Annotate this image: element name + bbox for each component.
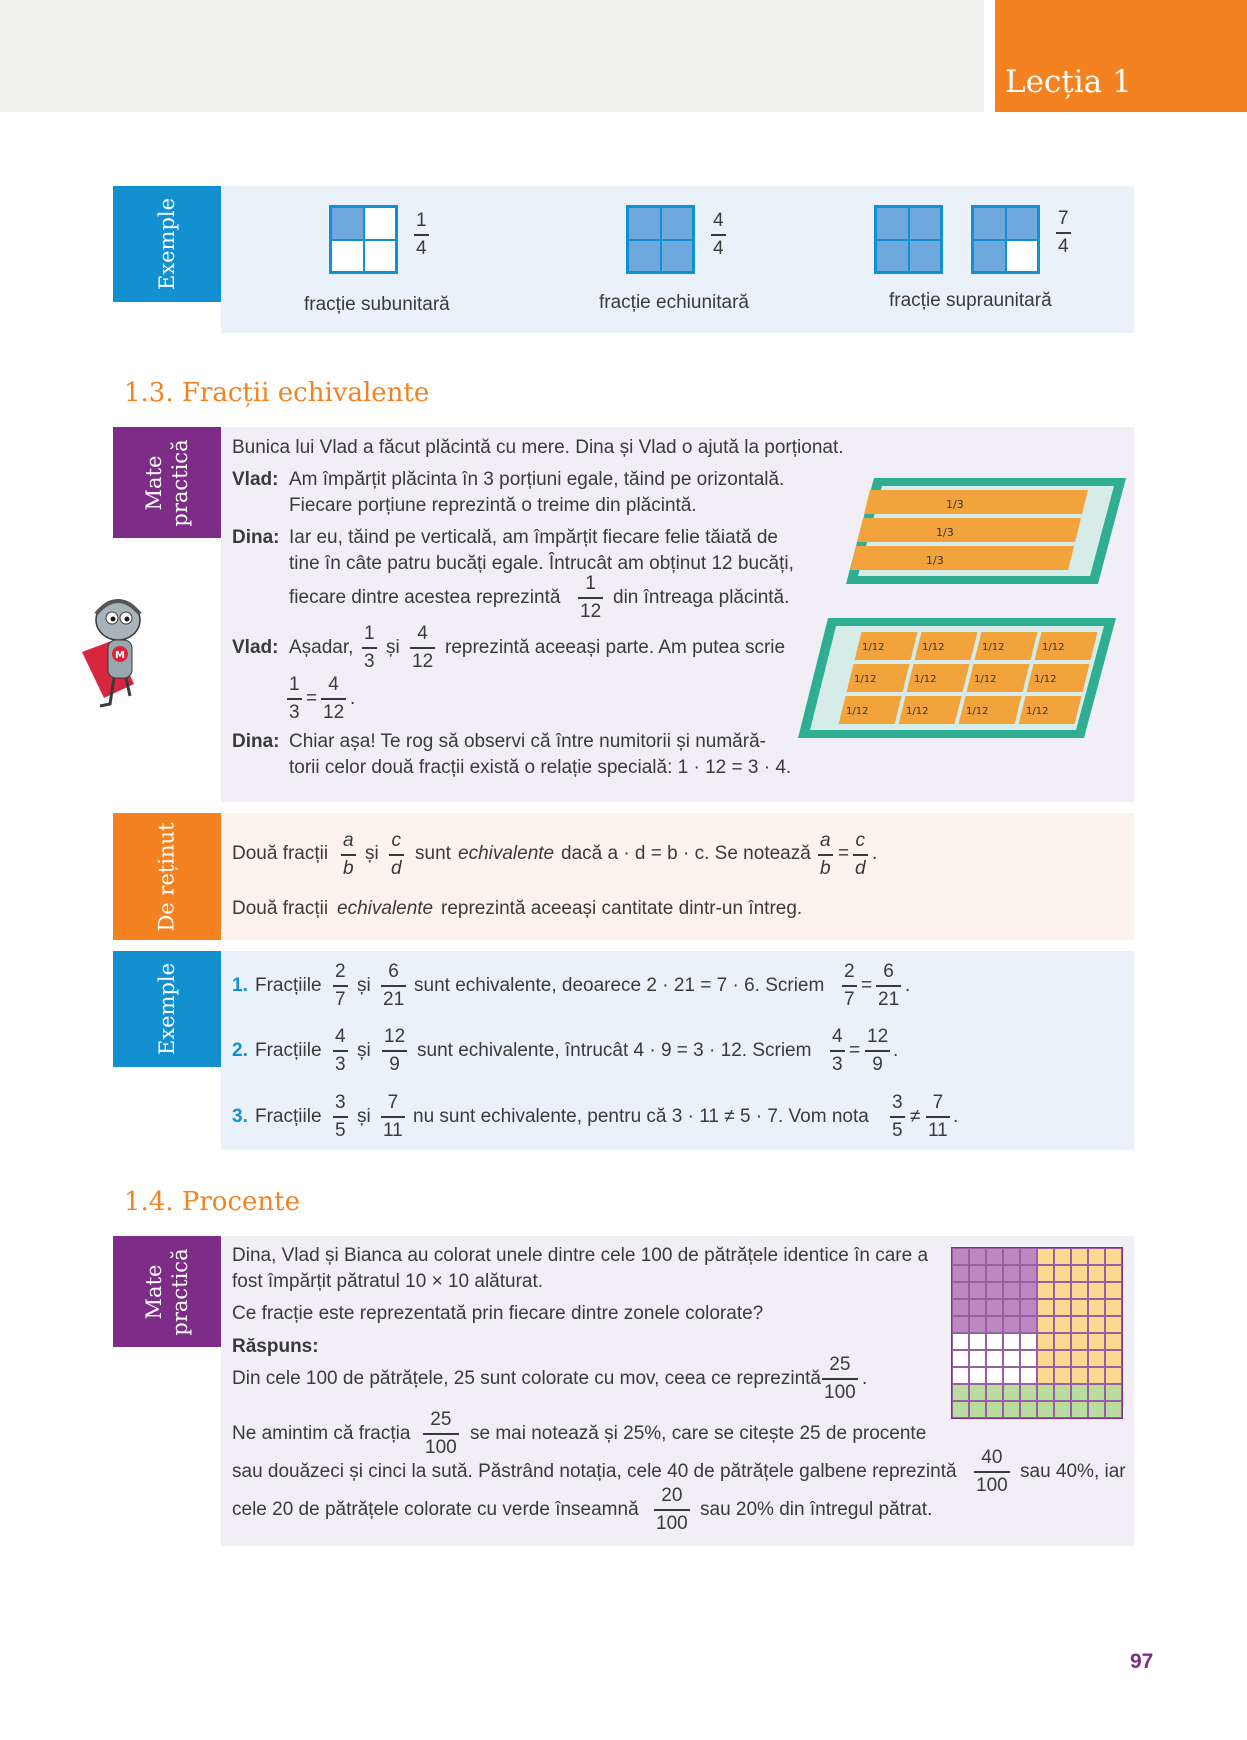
answer-label: Răspuns: <box>232 1336 319 1357</box>
grid-cell <box>952 1350 969 1367</box>
example-2-text-a: Fracțiile <box>255 1040 322 1061</box>
svg-text:1/12: 1/12 <box>914 674 937 685</box>
fraction-20-100: 20 100 <box>656 1485 688 1534</box>
period: . <box>350 688 356 709</box>
vlad2-text: reprezintă aceeași parte. Am putea scrie <box>445 637 786 658</box>
example-2-text-b: sunt echivalente, întrucât 4 · 9 = 3 · 12. Scriem <box>417 1040 812 1061</box>
retinut-l1b: și <box>365 843 379 864</box>
example-1-text-a: Fracțiile <box>255 975 322 996</box>
grid-cell <box>1037 1401 1054 1418</box>
dina2-line-2: torii celor două fracții există o relație specială: 1 · 12 = 3 · 4. <box>289 757 792 778</box>
example-3-fraction-b: 7 11 <box>383 1092 403 1141</box>
svg-text:M: M <box>115 650 125 661</box>
grid-cell <box>969 1248 986 1265</box>
grid-cell <box>1003 1350 1020 1367</box>
mate-practica-label-2: Mate practică <box>113 1236 221 1347</box>
fraction-4-12-eq: 4 12 <box>323 674 345 723</box>
grid-cell <box>969 1299 986 1316</box>
grid-cell <box>1088 1333 1105 1350</box>
example-2-fraction-a: 4 3 <box>335 1026 346 1075</box>
example-1-text-b: sunt echivalente, deoarece 2 · 21 = 7 · 6. Scriem <box>414 975 825 996</box>
grid-cell <box>1088 1248 1105 1265</box>
example-1-equals: = <box>861 975 873 996</box>
section-title-1-4: 1.4. Procente <box>124 1187 300 1217</box>
grid-cell <box>1105 1299 1122 1316</box>
grid-cell <box>1105 1384 1122 1401</box>
example-2-equals: = <box>849 1040 861 1061</box>
example-2-number: 2. <box>232 1040 248 1061</box>
pie-label-third-2: 1/3 <box>936 526 954 539</box>
pie-tray-twelfths <box>796 614 1118 742</box>
fraction-c-d: c d <box>391 830 402 879</box>
procente-p1: Dina, Vlad și Bianca au colorat unele dintre cele 100 de pătrățele identice în care a <box>232 1245 929 1266</box>
example-3-not-equal: ≠ <box>910 1106 921 1127</box>
speaker-dina-1: Dina: <box>232 527 280 548</box>
procente-p4: Din cele 100 de pătrățele, 25 sunt colorate cu mov, ceea ce reprezintă <box>232 1368 821 1389</box>
svg-text:1/12: 1/12 <box>974 674 997 685</box>
example-2-eq-b: 12 9 <box>867 1026 889 1075</box>
example-3-text-a: Fracțiile <box>255 1106 322 1127</box>
grid-cell <box>1054 1333 1071 1350</box>
grid-cell <box>1105 1316 1122 1333</box>
grid-cell <box>1037 1384 1054 1401</box>
example-1-fraction-b: 6 21 <box>383 961 405 1010</box>
grid-cell <box>1020 1299 1037 1316</box>
grid-cell <box>1003 1316 1020 1333</box>
example-3-neq-b: 7 11 <box>928 1092 948 1141</box>
grid-cell <box>1003 1282 1020 1299</box>
grid-cell <box>969 1282 986 1299</box>
example-2-fraction-b: 12 9 <box>384 1026 406 1075</box>
procente-p7b: sau 20% din întregul pătrat. <box>700 1499 933 1520</box>
procente-p4-period: . <box>862 1368 868 1389</box>
example-3-text-b: nu sunt echivalente, pentru că 3 · 11 ≠ 5 · 7. Vom nota <box>413 1106 869 1127</box>
grid-cell <box>1003 1265 1020 1282</box>
grid-cell <box>1071 1333 1088 1350</box>
svg-text:1/12: 1/12 <box>862 642 885 653</box>
retinut-l2c: reprezintă aceeași cantitate dintr-un întreg. <box>441 898 803 919</box>
grid-cell <box>1071 1316 1088 1333</box>
vlad2-si: și <box>386 637 400 658</box>
svg-text:1/12: 1/12 <box>906 706 929 717</box>
grid-cell <box>1054 1316 1071 1333</box>
fraction-square-1-4 <box>329 205 398 274</box>
grid-cell <box>969 1350 986 1367</box>
vlad2-asadar: Așadar, <box>289 637 354 658</box>
vlad-line-2: Fiecare porțiune reprezintă o treime din plăcintă. <box>289 495 697 516</box>
procente-p3: Ce fracție este reprezentată prin fiecare dintre zonele colorate? <box>232 1303 764 1324</box>
fraction-1-3-eq: 1 3 <box>289 674 300 723</box>
grid-cell <box>986 1316 1003 1333</box>
grid-cell <box>1088 1316 1105 1333</box>
procente-p5b: se mai notează și 25%, care se citește 25 de procente <box>470 1423 927 1444</box>
grid-cell <box>1054 1248 1071 1265</box>
grid-cell <box>969 1265 986 1282</box>
fraction-square-full <box>874 205 943 274</box>
grid-cell <box>1088 1350 1105 1367</box>
grid-cell <box>1054 1265 1071 1282</box>
grid-cell <box>1088 1384 1105 1401</box>
grid-cell <box>969 1316 986 1333</box>
grid-cell <box>1105 1333 1122 1350</box>
fraction-a-b-eq: a b <box>820 830 831 879</box>
fraction-square-3-4 <box>971 205 1040 274</box>
grid-cell <box>1088 1367 1105 1384</box>
example-3-number: 3. <box>232 1106 248 1127</box>
retinut-l2a: Două fracții <box>232 898 329 919</box>
equals-sign: = <box>306 688 318 709</box>
grid-cell <box>1037 1282 1054 1299</box>
svg-text:1/12: 1/12 <box>982 642 1005 653</box>
grid-cell <box>1071 1299 1088 1316</box>
grid-cell <box>1054 1350 1071 1367</box>
grid-cell <box>1020 1350 1037 1367</box>
example-3-period: . <box>953 1106 959 1127</box>
grid-cell <box>1037 1367 1054 1384</box>
example-3-neq-a: 3 5 <box>892 1092 903 1141</box>
example-1-fraction-a: 2 7 <box>335 961 346 1010</box>
svg-text:1/12: 1/12 <box>922 642 945 653</box>
retinut-period: . <box>872 843 878 864</box>
svg-text:1/12: 1/12 <box>1034 674 1057 685</box>
grid-cell <box>1020 1367 1037 1384</box>
example-1-si: și <box>357 975 371 996</box>
fraction-c-d-eq: c d <box>855 830 866 879</box>
dina2-line-1: Chiar așa! Te rog să observi că între numitorii și numără- <box>289 731 766 752</box>
example-3-fraction-a: 3 5 <box>335 1092 346 1141</box>
grid-cell <box>969 1401 986 1418</box>
grid-cell <box>986 1350 1003 1367</box>
grid-cell <box>1105 1282 1122 1299</box>
grid-cell <box>1037 1350 1054 1367</box>
grid-cell <box>1037 1299 1054 1316</box>
grid-cell <box>1071 1401 1088 1418</box>
fraction-square-4-4 <box>626 205 695 274</box>
grid-cell <box>986 1401 1003 1418</box>
grid-cell <box>1071 1384 1088 1401</box>
retinut-l1e: dacă a · d = b · c. Se notează <box>561 843 811 864</box>
grid-cell <box>952 1316 969 1333</box>
grid-cell <box>986 1299 1003 1316</box>
example-1-number: 1. <box>232 975 248 996</box>
grid-cell <box>986 1333 1003 1350</box>
grid-cell <box>1037 1316 1054 1333</box>
de-retinut-panel <box>221 813 1134 940</box>
grid-cell <box>1105 1248 1122 1265</box>
grid-cell <box>969 1367 986 1384</box>
grid-cell <box>1054 1401 1071 1418</box>
hundred-square-grid <box>951 1247 1123 1419</box>
grid-cell <box>952 1299 969 1316</box>
caption-echiunitara: fracție echiunitară <box>599 292 749 313</box>
fraction-a-b: a b <box>343 830 354 879</box>
example-2-si: și <box>357 1040 371 1061</box>
grid-cell <box>952 1248 969 1265</box>
grid-cell <box>1020 1316 1037 1333</box>
grid-cell <box>1105 1350 1122 1367</box>
procente-p7a: cele 20 de pătrățele colorate cu verde înseamnă <box>232 1499 639 1520</box>
grid-cell <box>1020 1282 1037 1299</box>
fraction-25-100-a: 25 100 <box>824 1354 856 1403</box>
page-number: 97 <box>1130 1650 1154 1673</box>
fraction-7-4: 7 4 <box>1058 208 1069 257</box>
lesson-title: Lecția 1 <box>1005 64 1132 100</box>
de-retinut-label: De reținut <box>113 813 221 940</box>
fraction-40-100: 40 100 <box>976 1447 1008 1496</box>
retinut-l1a: Două fracții <box>232 843 329 864</box>
grid-cell <box>969 1333 986 1350</box>
grid-cell <box>1020 1265 1037 1282</box>
grid-cell <box>1071 1350 1088 1367</box>
example-2-period: . <box>893 1040 899 1061</box>
grid-cell <box>1003 1367 1020 1384</box>
grid-cell <box>1071 1282 1088 1299</box>
procente-p6a: sau douăzeci și cinci la sută. Păstrând notația, cele 40 de pătrățele galbene reprezintă <box>232 1461 957 1482</box>
speaker-dina-2: Dina: <box>232 731 280 752</box>
examples-label: Exemple <box>113 186 221 302</box>
vlad-line-1: Am împărțit plăcinta în 3 porțiuni egale, tăind pe orizontală. <box>289 469 785 490</box>
grid-cell <box>1071 1265 1088 1282</box>
grid-cell <box>952 1282 969 1299</box>
example-3-si: și <box>357 1106 371 1127</box>
grid-cell <box>952 1401 969 1418</box>
grid-cell <box>1105 1401 1122 1418</box>
grid-cell <box>1003 1299 1020 1316</box>
procente-p6b: sau 40%, iar <box>1020 1461 1126 1482</box>
header-bar <box>0 0 984 112</box>
grid-cell <box>952 1265 969 1282</box>
grid-cell <box>1054 1384 1071 1401</box>
fraction-25-100-b: 25 100 <box>425 1409 457 1458</box>
grid-cell <box>1003 1384 1020 1401</box>
dina-line-1: Iar eu, tăind pe verticală, am împărțit fiecare felie tăiată de <box>289 527 778 548</box>
grid-cell <box>1088 1265 1105 1282</box>
caption-subunitara: fracție subunitară <box>304 294 450 315</box>
grid-cell <box>952 1367 969 1384</box>
example-1-eq-a: 2 7 <box>844 961 855 1010</box>
dina-line-3b: din întreaga plăcintă. <box>613 587 790 608</box>
grid-cell <box>1105 1265 1122 1282</box>
svg-text:1/12: 1/12 <box>1026 706 1049 717</box>
grid-cell <box>1037 1265 1054 1282</box>
grid-cell <box>986 1384 1003 1401</box>
grid-cell <box>1088 1282 1105 1299</box>
grid-cell <box>1054 1282 1071 1299</box>
grid-cell <box>986 1265 1003 1282</box>
grid-cell <box>1003 1333 1020 1350</box>
grid-cell <box>986 1367 1003 1384</box>
grid-cell <box>952 1384 969 1401</box>
pie-label-third-3: 1/3 <box>926 554 944 567</box>
grid-cell <box>952 1333 969 1350</box>
fraction-1-3: 1 3 <box>364 623 375 672</box>
section-title-1-3: 1.3. Fracții echivalente <box>124 378 430 408</box>
example-1-period: . <box>905 975 911 996</box>
retinut-l2b: echivalente <box>337 898 434 919</box>
grid-cell <box>1054 1367 1071 1384</box>
fraction-4-12: 4 12 <box>412 623 434 672</box>
fraction-1-4: 1 4 <box>416 210 427 259</box>
grid-cell <box>1020 1401 1037 1418</box>
svg-text:1/12: 1/12 <box>846 706 869 717</box>
mate-practica-label: Mate practică <box>113 427 221 538</box>
grid-cell <box>986 1248 1003 1265</box>
grid-cell <box>1037 1333 1054 1350</box>
lesson-tab <box>995 0 1247 112</box>
example-1-eq-b: 6 21 <box>878 961 900 1010</box>
dina-line-3a: fiecare dintre acestea reprezintă <box>289 587 561 608</box>
grid-cell <box>1105 1367 1122 1384</box>
example-2-eq-a: 4 3 <box>832 1026 843 1075</box>
grid-cell <box>1020 1384 1037 1401</box>
pie-tray-thirds <box>844 474 1129 588</box>
robot-mascot-icon <box>74 592 156 714</box>
speaker-vlad-1: Vlad: <box>232 469 279 490</box>
grid-cell <box>1020 1333 1037 1350</box>
fraction-1-12: 1 12 <box>580 573 602 622</box>
grid-cell <box>1088 1299 1105 1316</box>
examples-label-2: Exemple <box>113 951 221 1067</box>
svg-text:1/12: 1/12 <box>854 674 877 685</box>
retinut-l1c: sunt <box>415 843 451 864</box>
grid-cell <box>1003 1401 1020 1418</box>
caption-supraunitara: fracție supraunitară <box>889 290 1052 311</box>
retinut-equals: = <box>838 843 850 864</box>
grid-cell <box>1071 1248 1088 1265</box>
grid-cell <box>1003 1248 1020 1265</box>
grid-cell <box>1020 1248 1037 1265</box>
speaker-vlad-2: Vlad: <box>232 637 279 658</box>
fraction-4-4: 4 4 <box>713 210 724 259</box>
grid-cell <box>1037 1248 1054 1265</box>
procente-p5a: Ne amintim că fracția <box>232 1423 411 1444</box>
pie-label-third-1: 1/3 <box>946 498 964 511</box>
grid-cell <box>1054 1299 1071 1316</box>
svg-text:1/12: 1/12 <box>1042 642 1065 653</box>
grid-cell <box>1088 1401 1105 1418</box>
procente-p2: fost împărțit pătratul 10 × 10 alăturat. <box>232 1271 544 1292</box>
grid-cell <box>969 1384 986 1401</box>
grid-cell <box>1071 1367 1088 1384</box>
intro-text: Bunica lui Vlad a făcut plăcintă cu mere. Dina și Vlad o ajută la porționat. <box>232 437 844 458</box>
svg-text:1/12: 1/12 <box>966 706 989 717</box>
grid-cell <box>986 1282 1003 1299</box>
retinut-l1d: echivalente <box>458 843 555 864</box>
dina-line-2: tine în câte patru bucăți egale. Întrucât am obținut 12 bucăți, <box>289 553 794 574</box>
